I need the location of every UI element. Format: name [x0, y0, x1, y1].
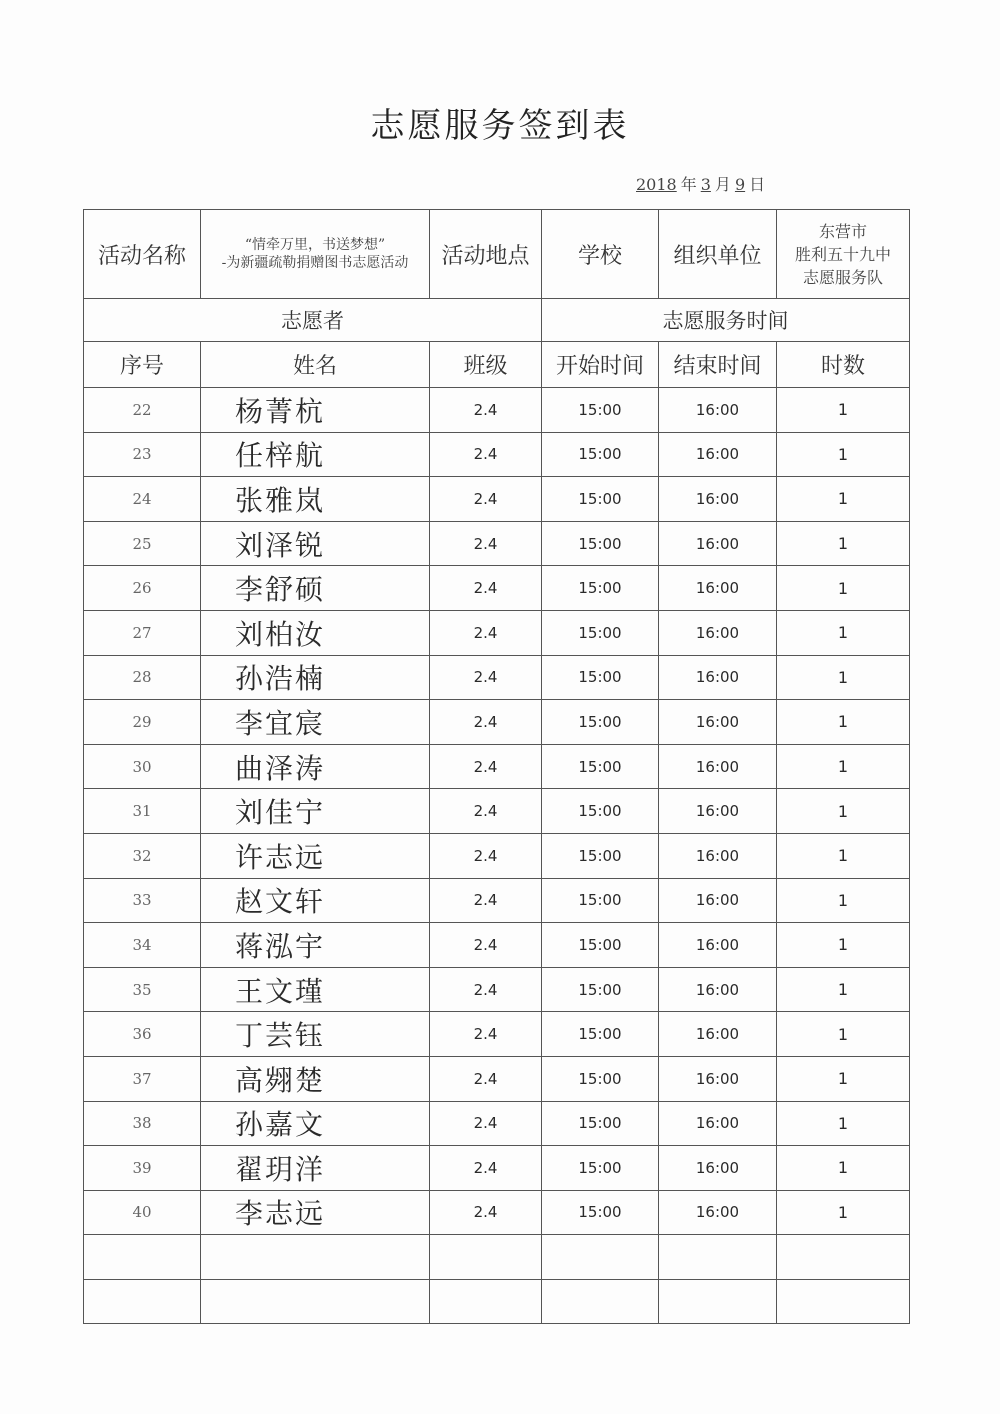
row-hours: 1	[777, 878, 910, 923]
row-class: 2.4	[430, 833, 542, 878]
row-end-time: 16:00	[659, 1056, 777, 1101]
table-row	[84, 878, 910, 923]
table-row	[84, 1190, 910, 1235]
row-class: 2.4	[430, 655, 542, 700]
row-end-time: 16:00	[659, 789, 777, 834]
row-hours: 1	[777, 388, 910, 433]
row-volunteer-name: 丁芸钰	[201, 1012, 430, 1057]
row-class	[430, 1279, 542, 1324]
row-volunteer-name: 蒋泓宇	[201, 923, 430, 968]
table-row	[84, 967, 910, 1012]
row-index: 38	[84, 1101, 201, 1146]
date-day-unit: 日	[749, 175, 766, 194]
row-index: 25	[84, 521, 201, 566]
row-start-time: 15:00	[542, 521, 659, 566]
row-class: 2.4	[430, 1012, 542, 1057]
row-hours: 1	[777, 566, 910, 611]
row-end-time: 16:00	[659, 878, 777, 923]
location-label: 活动地点	[430, 210, 542, 299]
activity-name-value: “情牵万里，书送梦想” -为新疆疏勒捐赠图书志愿活动	[201, 210, 430, 299]
row-end-time: 16:00	[659, 655, 777, 700]
row-class: 2.4	[430, 923, 542, 968]
table-row	[84, 1101, 910, 1146]
table-row	[84, 521, 910, 566]
row-end-time	[659, 1235, 777, 1280]
row-index	[84, 1279, 201, 1324]
row-index: 35	[84, 967, 201, 1012]
row-start-time: 15:00	[542, 1101, 659, 1146]
row-class: 2.4	[430, 388, 542, 433]
row-class: 2.4	[430, 521, 542, 566]
row-volunteer-name: 张雅岚	[201, 477, 430, 522]
sign-date	[632, 172, 765, 195]
table-row	[84, 923, 910, 968]
row-index: 23	[84, 432, 201, 477]
row-volunteer-name: 李志远	[201, 1190, 430, 1235]
row-class: 2.4	[430, 789, 542, 834]
organizer-label: 组织单位	[659, 210, 777, 299]
row-index: 33	[84, 878, 201, 923]
row-end-time: 16:00	[659, 923, 777, 968]
row-end-time: 16:00	[659, 388, 777, 433]
date-day: 9	[734, 175, 746, 194]
activity-name-label: 活动名称	[84, 210, 201, 299]
row-volunteer-name: 李宜宸	[201, 700, 430, 745]
row-index: 37	[84, 1056, 201, 1101]
row-volunteer-name: 赵文轩	[201, 878, 430, 923]
row-class: 2.4	[430, 700, 542, 745]
row-hours: 1	[777, 1012, 910, 1057]
row-hours: 1	[777, 1101, 910, 1146]
row-class: 2.4	[430, 1146, 542, 1191]
row-hours: 1	[777, 744, 910, 789]
row-volunteer-name	[201, 1279, 430, 1324]
col-start-header: 开始时间	[542, 342, 659, 388]
row-hours: 1	[777, 1056, 910, 1101]
row-index: 36	[84, 1012, 201, 1057]
table-row	[84, 432, 910, 477]
activity-row	[84, 210, 910, 299]
row-class	[430, 1235, 542, 1280]
row-index	[84, 1235, 201, 1280]
row-start-time: 15:00	[542, 789, 659, 834]
row-end-time: 16:00	[659, 477, 777, 522]
row-index: 29	[84, 700, 201, 745]
col-class-header: 班级	[430, 342, 542, 388]
organizer-value: 东营市 胜利五十九中 志愿服务队	[777, 210, 910, 299]
row-index: 26	[84, 566, 201, 611]
row-hours: 1	[777, 610, 910, 655]
row-end-time: 16:00	[659, 833, 777, 878]
row-hours	[777, 1279, 910, 1324]
row-end-time: 16:00	[659, 521, 777, 566]
table-row	[84, 1146, 910, 1191]
row-start-time: 15:00	[542, 1012, 659, 1057]
row-class: 2.4	[430, 1101, 542, 1146]
row-volunteer-name: 孙浩楠	[201, 655, 430, 700]
row-start-time: 15:00	[542, 1190, 659, 1235]
row-index: 28	[84, 655, 201, 700]
section-row	[84, 299, 910, 342]
row-end-time: 16:00	[659, 1146, 777, 1191]
row-index: 30	[84, 744, 201, 789]
row-end-time: 16:00	[659, 566, 777, 611]
row-hours	[777, 1235, 910, 1280]
row-start-time: 15:00	[542, 923, 659, 968]
row-hours: 1	[777, 700, 910, 745]
row-hours: 1	[777, 432, 910, 477]
table-row	[84, 744, 910, 789]
table-row	[84, 789, 910, 834]
date-year-unit: 年	[680, 175, 697, 194]
row-start-time: 15:00	[542, 477, 659, 522]
row-start-time: 15:00	[542, 700, 659, 745]
column-header-row	[84, 342, 910, 388]
table-row	[84, 610, 910, 655]
row-index: 39	[84, 1146, 201, 1191]
row-index: 32	[84, 833, 201, 878]
row-end-time: 16:00	[659, 1012, 777, 1057]
row-volunteer-name: 许志远	[201, 833, 430, 878]
col-name-header: 姓名	[201, 342, 430, 388]
date-month: 3	[700, 175, 711, 194]
col-index-header: 序号	[84, 342, 201, 388]
row-index: 34	[84, 923, 201, 968]
row-end-time: 16:00	[659, 700, 777, 745]
row-end-time: 16:00	[659, 1101, 777, 1146]
row-start-time: 15:00	[542, 744, 659, 789]
row-volunteer-name: 翟玥洋	[201, 1146, 430, 1191]
table-row	[84, 388, 910, 433]
volunteer-section-label: 志愿者	[84, 299, 542, 342]
row-start-time: 15:00	[542, 566, 659, 611]
row-start-time: 15:00	[542, 432, 659, 477]
row-index: 27	[84, 610, 201, 655]
row-index: 24	[84, 477, 201, 522]
row-class: 2.4	[430, 610, 542, 655]
col-end-header: 结束时间	[659, 342, 777, 388]
row-hours: 1	[777, 967, 910, 1012]
row-class: 2.4	[430, 1056, 542, 1101]
row-volunteer-name: 高翙楚	[201, 1056, 430, 1101]
row-start-time: 15:00	[542, 833, 659, 878]
row-start-time: 15:00	[542, 388, 659, 433]
row-hours: 1	[777, 655, 910, 700]
row-volunteer-name: 李舒硕	[201, 566, 430, 611]
row-hours: 1	[777, 1190, 910, 1235]
table-row	[84, 833, 910, 878]
row-start-time	[542, 1279, 659, 1324]
row-start-time: 15:00	[542, 967, 659, 1012]
row-start-time: 15:00	[542, 610, 659, 655]
row-start-time: 15:00	[542, 878, 659, 923]
row-end-time: 16:00	[659, 967, 777, 1012]
table-row	[84, 655, 910, 700]
row-end-time: 16:00	[659, 610, 777, 655]
table-row	[84, 477, 910, 522]
row-class: 2.4	[430, 967, 542, 1012]
row-class: 2.4	[430, 744, 542, 789]
row-volunteer-name: 杨菁杭	[201, 388, 430, 433]
row-end-time: 16:00	[659, 744, 777, 789]
row-volunteer-name: 王文瑾	[201, 967, 430, 1012]
row-class: 2.4	[430, 477, 542, 522]
row-class: 2.4	[430, 432, 542, 477]
row-class: 2.4	[430, 566, 542, 611]
row-volunteer-name: 刘泽锐	[201, 521, 430, 566]
table-row	[84, 700, 910, 745]
table-row	[84, 1012, 910, 1057]
row-volunteer-name: 孙嘉文	[201, 1101, 430, 1146]
row-hours: 1	[777, 923, 910, 968]
row-volunteer-name: 任梓航	[201, 432, 430, 477]
row-end-time: 16:00	[659, 432, 777, 477]
row-hours: 1	[777, 833, 910, 878]
row-end-time	[659, 1279, 777, 1324]
row-hours: 1	[777, 477, 910, 522]
service-time-section-label: 志愿服务时间	[542, 299, 910, 342]
row-index: 31	[84, 789, 201, 834]
sign-in-table	[83, 209, 910, 1324]
row-volunteer-name	[201, 1235, 430, 1280]
row-start-time: 15:00	[542, 655, 659, 700]
row-index: 40	[84, 1190, 201, 1235]
table-row	[84, 1056, 910, 1101]
row-index: 22	[84, 388, 201, 433]
row-hours: 1	[777, 789, 910, 834]
location-value: 学校	[542, 210, 659, 299]
row-start-time	[542, 1235, 659, 1280]
row-volunteer-name: 刘柏汝	[201, 610, 430, 655]
row-volunteer-name: 刘佳宁	[201, 789, 430, 834]
date-month-unit: 月	[714, 175, 731, 194]
table-row	[84, 1235, 910, 1280]
row-class: 2.4	[430, 878, 542, 923]
row-start-time: 15:00	[542, 1056, 659, 1101]
row-start-time: 15:00	[542, 1146, 659, 1191]
table-row	[84, 1279, 910, 1324]
date-year: 2018	[636, 175, 677, 194]
row-hours: 1	[777, 521, 910, 566]
table-row	[84, 566, 910, 611]
row-volunteer-name: 曲泽涛	[201, 744, 430, 789]
col-hours-header: 时数	[777, 342, 910, 388]
row-hours: 1	[777, 1146, 910, 1191]
page-title: 志愿服务签到表	[370, 106, 630, 146]
row-end-time: 16:00	[659, 1190, 777, 1235]
row-class: 2.4	[430, 1190, 542, 1235]
